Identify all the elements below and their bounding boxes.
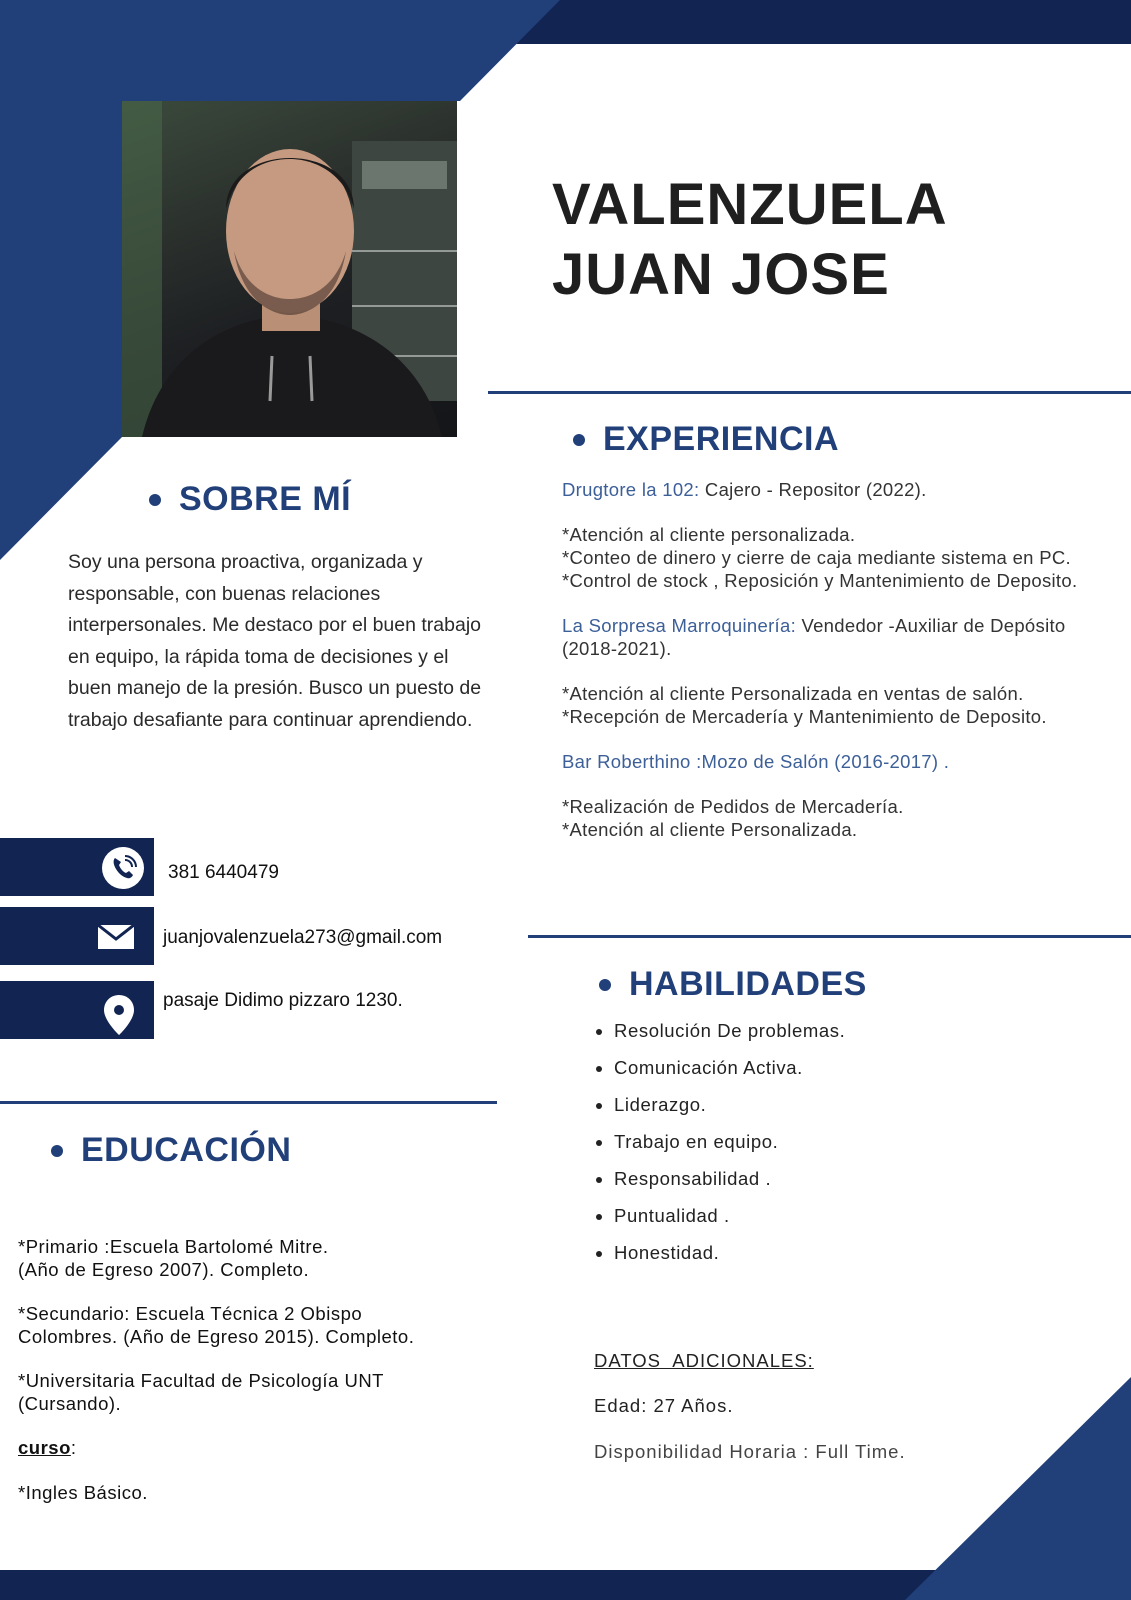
bullet-icon [599,979,611,991]
about-heading [149,480,351,519]
list-item: Comunicación Activa. [596,1057,845,1094]
course-item: *Ingles Básico. [18,1481,148,1503]
email-bar [0,907,154,965]
job-company: Drugtore la 102: [562,479,700,500]
name-line-1: VALENZUELA [552,172,948,237]
experience-heading [573,420,839,459]
job-title [562,750,1122,773]
course-label: curso [18,1437,71,1458]
experience-list [562,478,1122,841]
bullet-icon [51,1145,63,1157]
course-colon: : [70,1437,77,1458]
education-secondary: *Secundario: Escuela Técnica 2 Obispo [18,1303,363,1324]
full-name [552,170,948,310]
list-item: Responsabilidad . [596,1168,845,1205]
address: pasaje Didimo pizzaro 1230. [163,990,403,1011]
extra-heading: DATOS ADICIONALES: [594,1350,814,1371]
education-primary-detail: (Año de Egreso 2007). Completo. [18,1258,310,1280]
profile-photo [122,101,457,437]
job-company: Bar Roberthino :Mozo de Salón (2016-2017) . [562,751,950,772]
job-task: *Realización de Pedidos de Mercadería. [562,796,904,817]
name-line-2: JUAN JOSE [552,242,890,307]
divider-top-right [488,391,1131,394]
job-task: *Control de stock , Reposición y Mantenimiento de Deposito. [562,570,1078,591]
email-address[interactable]: juanjovalenzuela273@gmail.com [163,927,443,948]
list-item: Trabajo en equipo. [596,1131,845,1168]
phone-number[interactable]: 381 6440479 [168,862,279,883]
list-item: Puntualidad . [596,1205,845,1242]
divider-left [0,1101,497,1104]
education-secondary-detail: Colombres. (Año de Egreso 2015). Completo. [18,1325,415,1347]
job-task: *Atención al cliente personalizada. [562,524,856,545]
job-task: *Conteo de dinero y cierre de caja mediante sistema en PC. [562,547,1071,568]
job-task: *Atención al cliente Personalizada en ventas de salón. [562,683,1024,704]
education-list [18,1236,414,1504]
experience-heading-text: EXPERIENCIA [603,420,839,458]
education-primary: *Primario :Escuela Bartolomé Mitre. [18,1236,329,1257]
job-role: Cajero - Repositor (2022). [699,479,927,500]
education-heading [51,1131,291,1170]
job-company: La Sorpresa Marroquinería: [562,615,797,636]
bottom-right-triangle [905,1377,1131,1600]
job-title [562,614,1122,660]
list-item: Liderazgo. [596,1094,845,1131]
education-heading-text: EDUCACIÓN [81,1131,292,1169]
address-bar [0,981,154,1039]
list-item: Resolución De problemas. [596,1020,845,1057]
education-university: *Universitaria Facultad de Psicología UNT [18,1370,384,1391]
extra-age: Edad: 27 Años. [594,1395,734,1416]
envelope-icon [97,924,135,950]
skills-list [596,1020,845,1279]
divider-mid-right [528,935,1131,938]
job-role: Vendedor -Auxiliar de Depósito (2018-2021). [562,615,1066,659]
job-task: *Recepción de Mercadería y Mantenimiento de Deposito. [562,706,1047,727]
course-label-line [18,1437,414,1460]
phone-bar [0,838,154,896]
skills-heading-text: HABILIDADES [629,965,867,1003]
bullet-icon [149,494,161,506]
phone-icon [101,846,145,890]
bullet-icon [573,434,585,446]
about-text: Soy una persona proactiva, organizada y responsable, con buenas relaciones interpersonales. Me destaco por el buen trabajo en equipo, la rápida toma de decisiones y el buen manejo de la presión. Busco un puesto de trabajo desafiante para continuar aprendiendo. [68,551,482,731]
extra-availability: Disponibilidad Horaria : Full Time. [594,1441,906,1462]
job-title [562,478,1122,501]
list-item: Honestidad. [596,1242,845,1279]
skills-heading [599,965,867,1004]
location-pin-icon [103,994,135,1036]
education-university-detail: (Cursando). [18,1392,122,1414]
about-heading-text: SOBRE MÍ [179,480,352,518]
job-task: *Atención al cliente Personalizada. [562,819,858,840]
